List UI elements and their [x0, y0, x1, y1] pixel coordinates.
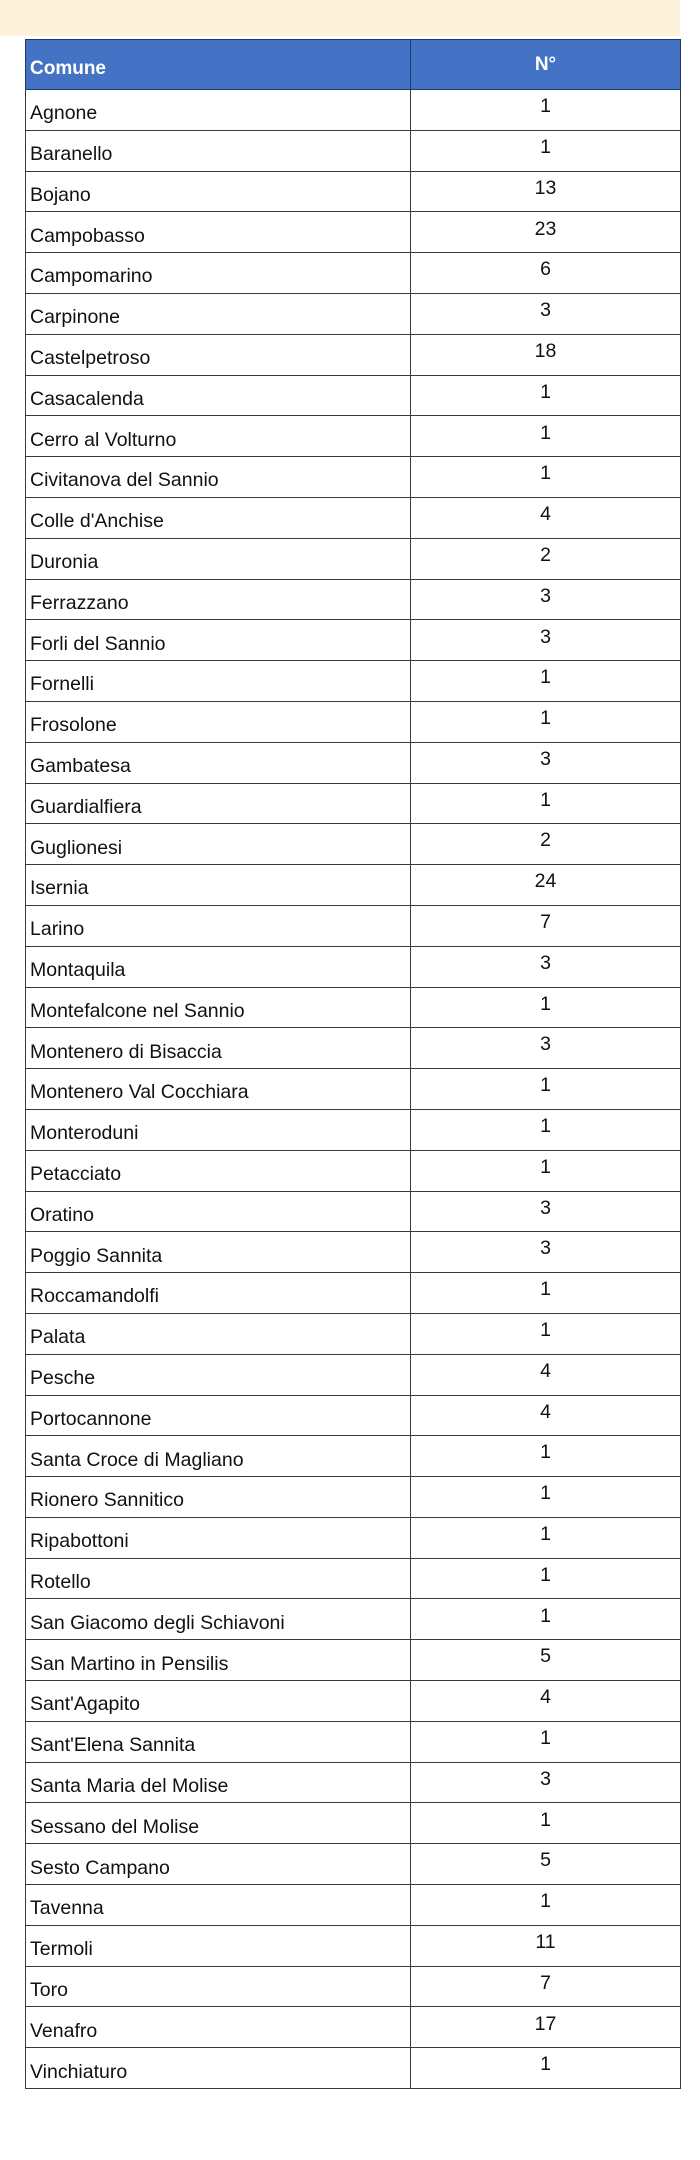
cell-comune: Rotello	[26, 1558, 411, 1599]
table-row	[26, 1313, 681, 1354]
cell-comune: Isernia	[26, 865, 411, 906]
cell-numero: 3	[411, 1028, 681, 1069]
cell-comune: Monteroduni	[26, 1109, 411, 1150]
table-row	[26, 1232, 681, 1273]
table-row	[26, 1885, 681, 1926]
cell-comune: Sesto Campano	[26, 1844, 411, 1885]
header-comune: Comune	[26, 40, 411, 90]
table-row	[26, 293, 681, 334]
cell-comune: Poggio Sannita	[26, 1232, 411, 1273]
table-row	[26, 1109, 681, 1150]
cell-numero: 1	[411, 701, 681, 742]
table-row	[26, 1477, 681, 1518]
cell-comune: Larino	[26, 905, 411, 946]
cell-numero: 1	[411, 1558, 681, 1599]
cell-comune: Carpinone	[26, 293, 411, 334]
table-row	[26, 1966, 681, 2007]
cell-numero: 3	[411, 1232, 681, 1273]
cell-numero: 2	[411, 824, 681, 865]
cell-comune: Santa Maria del Molise	[26, 1762, 411, 1803]
cell-comune: Rionero Sannitico	[26, 1477, 411, 1518]
cell-comune: Montenero di Bisaccia	[26, 1028, 411, 1069]
cell-comune: Colle d'Anchise	[26, 497, 411, 538]
cell-comune: Campomarino	[26, 253, 411, 294]
cell-numero: 1	[411, 375, 681, 416]
cell-numero: 1	[411, 1721, 681, 1762]
cell-numero: 4	[411, 1681, 681, 1722]
cell-numero: 3	[411, 293, 681, 334]
cell-numero: 3	[411, 1762, 681, 1803]
cell-numero: 1	[411, 1109, 681, 1150]
cell-numero: 4	[411, 1395, 681, 1436]
cell-comune: Frosolone	[26, 701, 411, 742]
cell-numero: 3	[411, 742, 681, 783]
cell-numero: 1	[411, 416, 681, 457]
cell-numero: 7	[411, 905, 681, 946]
cell-numero: 5	[411, 1640, 681, 1681]
cell-comune: Agnone	[26, 90, 411, 131]
table-row	[26, 416, 681, 457]
cell-numero: 11	[411, 1925, 681, 1966]
table-row	[26, 253, 681, 294]
table-row	[26, 1681, 681, 1722]
cell-numero: 1	[411, 1069, 681, 1110]
cell-comune: Oratino	[26, 1191, 411, 1232]
cell-numero: 1	[411, 1150, 681, 1191]
cell-comune: Termoli	[26, 1925, 411, 1966]
cell-numero: 4	[411, 1354, 681, 1395]
table-row	[26, 987, 681, 1028]
cell-comune: Castelpetroso	[26, 334, 411, 375]
table-row	[26, 865, 681, 906]
cell-numero: 13	[411, 171, 681, 212]
cell-comune: Sant'Elena Sannita	[26, 1721, 411, 1762]
table-row	[26, 905, 681, 946]
cell-comune: Gambatesa	[26, 742, 411, 783]
cell-comune: Guglionesi	[26, 824, 411, 865]
table-row	[26, 1436, 681, 1477]
cell-comune: Campobasso	[26, 212, 411, 253]
table-row	[26, 701, 681, 742]
cell-numero: 1	[411, 457, 681, 498]
cell-comune: Venafro	[26, 2007, 411, 2048]
table-row	[26, 1273, 681, 1314]
cell-numero: 1	[411, 1313, 681, 1354]
cell-comune: Toro	[26, 1966, 411, 2007]
table-row	[26, 1844, 681, 1885]
cell-comune: Petacciato	[26, 1150, 411, 1191]
cell-comune: Sant'Agapito	[26, 1681, 411, 1722]
table-row	[26, 1191, 681, 1232]
cell-comune: Guardialfiera	[26, 783, 411, 824]
cell-numero: 1	[411, 1436, 681, 1477]
table-row	[26, 661, 681, 702]
cell-numero: 1	[411, 1273, 681, 1314]
cell-comune: Montaquila	[26, 946, 411, 987]
cell-numero: 4	[411, 497, 681, 538]
table-row	[26, 1599, 681, 1640]
table-row	[26, 1762, 681, 1803]
cell-comune: Santa Croce di Magliano	[26, 1436, 411, 1477]
table-row	[26, 1150, 681, 1191]
top-band	[0, 0, 680, 36]
table-row	[26, 783, 681, 824]
comuni-table	[25, 39, 681, 2089]
cell-numero: 1	[411, 783, 681, 824]
cell-comune: Vinchiaturo	[26, 2048, 411, 2089]
cell-numero: 1	[411, 661, 681, 702]
table-row	[26, 497, 681, 538]
cell-numero: 3	[411, 1191, 681, 1232]
cell-numero: 3	[411, 620, 681, 661]
cell-numero: 1	[411, 1477, 681, 1518]
cell-comune: Duronia	[26, 538, 411, 579]
table-row	[26, 620, 681, 661]
cell-numero: 24	[411, 865, 681, 906]
cell-comune: Fornelli	[26, 661, 411, 702]
cell-comune: Ripabottoni	[26, 1517, 411, 1558]
cell-comune: Bojano	[26, 171, 411, 212]
cell-numero: 7	[411, 1966, 681, 2007]
cell-comune: Casacalenda	[26, 375, 411, 416]
table-body	[26, 90, 681, 2089]
table-row	[26, 1925, 681, 1966]
cell-comune: Roccamandolfi	[26, 1273, 411, 1314]
cell-comune: Pesche	[26, 1354, 411, 1395]
table-row	[26, 457, 681, 498]
cell-numero: 3	[411, 946, 681, 987]
cell-comune: Civitanova del Sannio	[26, 457, 411, 498]
table-row	[26, 334, 681, 375]
cell-numero: 18	[411, 334, 681, 375]
cell-numero: 3	[411, 579, 681, 620]
cell-numero: 1	[411, 987, 681, 1028]
table-row	[26, 90, 681, 131]
header-numero: N°	[411, 40, 681, 90]
table-row	[26, 1721, 681, 1762]
cell-numero: 17	[411, 2007, 681, 2048]
table-row	[26, 375, 681, 416]
table-row	[26, 1803, 681, 1844]
comuni-table-container	[25, 39, 680, 2089]
table-row	[26, 1395, 681, 1436]
table-row	[26, 2048, 681, 2089]
cell-numero: 1	[411, 2048, 681, 2089]
cell-comune: Montenero Val Cocchiara	[26, 1069, 411, 1110]
table-row	[26, 579, 681, 620]
cell-numero: 1	[411, 1803, 681, 1844]
cell-comune: Baranello	[26, 130, 411, 171]
cell-comune: Sessano del Molise	[26, 1803, 411, 1844]
cell-comune: Palata	[26, 1313, 411, 1354]
cell-numero: 23	[411, 212, 681, 253]
table-row	[26, 130, 681, 171]
table-row	[26, 171, 681, 212]
cell-comune: Ferrazzano	[26, 579, 411, 620]
table-row	[26, 538, 681, 579]
cell-comune: San Martino in Pensilis	[26, 1640, 411, 1681]
cell-comune: Forli del Sannio	[26, 620, 411, 661]
cell-numero: 2	[411, 538, 681, 579]
table-row	[26, 1354, 681, 1395]
cell-numero: 1	[411, 1599, 681, 1640]
cell-numero: 5	[411, 1844, 681, 1885]
cell-comune: Montefalcone nel Sannio	[26, 987, 411, 1028]
cell-comune: Cerro al Volturno	[26, 416, 411, 457]
cell-numero: 1	[411, 130, 681, 171]
table-row	[26, 212, 681, 253]
header-row	[26, 40, 681, 90]
table-row	[26, 1517, 681, 1558]
table-row	[26, 1640, 681, 1681]
cell-comune: San Giacomo degli Schiavoni	[26, 1599, 411, 1640]
table-row	[26, 2007, 681, 2048]
table-header	[26, 40, 681, 90]
cell-numero: 1	[411, 1885, 681, 1926]
cell-comune: Portocannone	[26, 1395, 411, 1436]
cell-numero: 1	[411, 90, 681, 131]
table-row	[26, 946, 681, 987]
table-row	[26, 824, 681, 865]
cell-comune: Tavenna	[26, 1885, 411, 1926]
cell-numero: 1	[411, 1517, 681, 1558]
cell-numero: 6	[411, 253, 681, 294]
table-row	[26, 1069, 681, 1110]
table-row	[26, 742, 681, 783]
table-row	[26, 1028, 681, 1069]
table-row	[26, 1558, 681, 1599]
